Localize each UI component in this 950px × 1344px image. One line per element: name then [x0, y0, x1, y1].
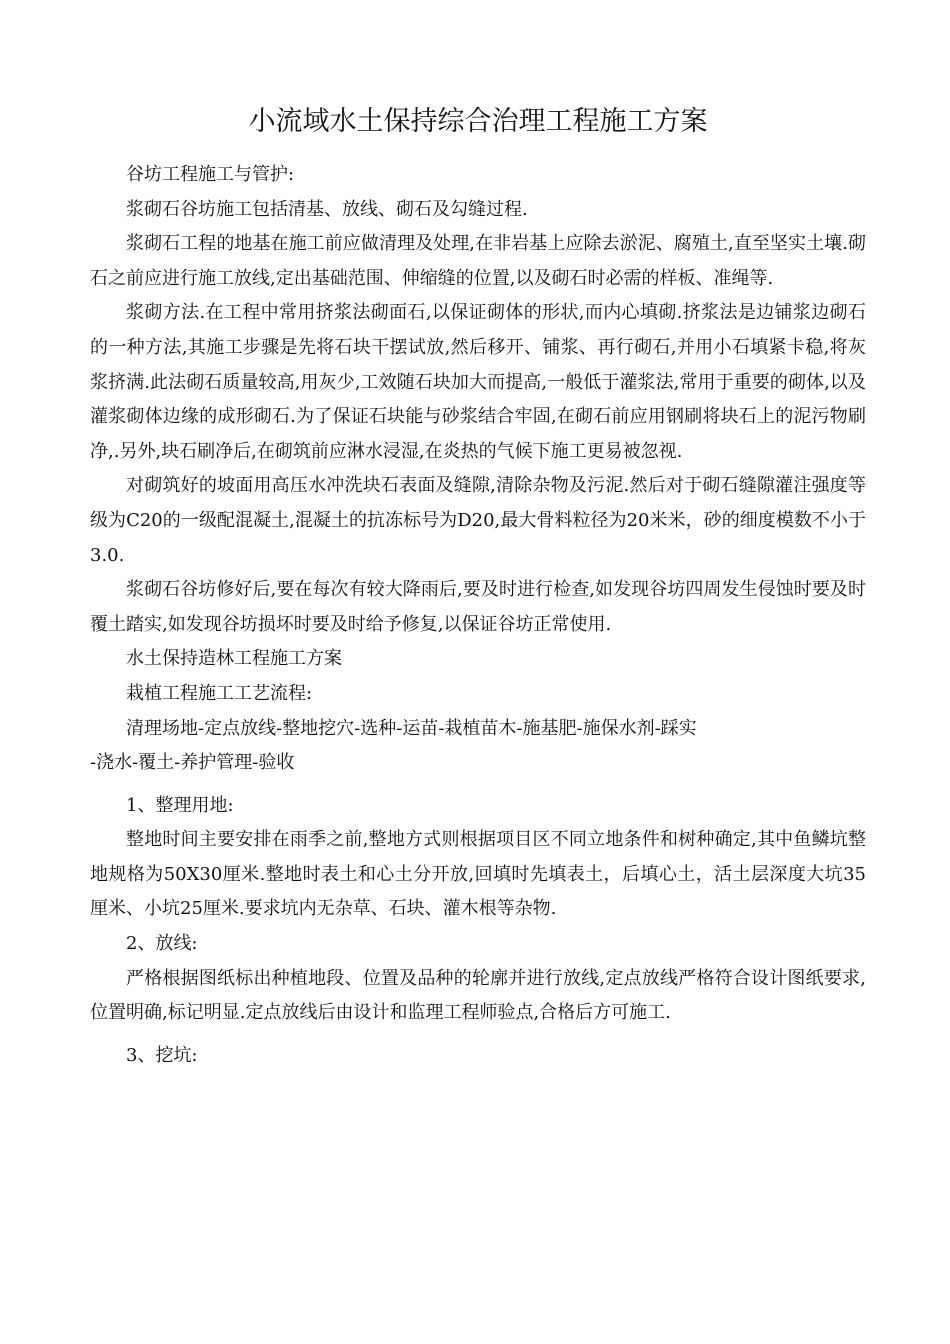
paragraph-planting-flow-1: 清理场地-定点放线-整地挖穴-选种-运苗-栽植苗木-施基肥-施保水剂-踩实	[126, 717, 697, 739]
paragraph-step-3-heading: 3、挖坑:	[126, 1044, 198, 1066]
paragraph-step-1-body: 整地时间主要安排在雨季之前,整地方式则根据项目区不同立地条件和树种确定,其中鱼鳞坑整地规格为50X30厘米.整地时表土和心土分开放,回填时先填表土，后填心土，活土层深度大坑35厘米、小坑25厘米.要求坑内无杂草、石块、灌木根等杂物.	[90, 829, 866, 920]
document-title: 小流域水土保持综合治理工程施工方案	[248, 106, 708, 137]
paragraph-gufang-heading: 谷坊工程施工与管护:	[126, 164, 295, 185]
paragraph-step-2-body: 严格根据图纸标出种植地段、位置及品种的轮廓并进行放线,定点放线严格符合设计图纸要求,位置明确,标记明显.定点放线后由设计和监理工程师验点,合格后方可施工.	[90, 967, 866, 1024]
paragraph-planting-flow-heading: 栽植工程施工工艺流程:	[126, 682, 313, 704]
paragraph-step-2-heading: 2、放线:	[126, 933, 198, 955]
paragraph-masonry-method: 浆砌方法.在工程中常用挤浆法砌面石,以保证砌体的形状,而内心填砌.挤浆法是边铺浆边砌石的一种方法,其施工步骤是先将石块干摆试放,然后移开、铺浆、再行砌石,并用小石填紧卡稳,将灰浆挤满.此法砌石质量较高,用灰少,工效随石块加大而提高,一般低于灌浆法,常用于重要的砌体,以及灌浆砌体边缘的成形砌石.为了保证石块能与砂浆结合牢固,在砌石前应用钢刷将块石上的泥污物刷净,.另外,块石刷净后,在砌筑前应淋水浸湿,在炎热的气候下施工更易被忽视.	[90, 302, 866, 462]
paragraph-foundation: 浆砌石工程的地基在施工前应做清理及处理,在非岩基上应除去淤泥、腐殖土,直至坚实土壤.砌石之前应进行施工放线,定出基础范围、伸缩缝的位置,以及砌石时必需的样板、准绳等.	[90, 233, 866, 289]
paragraph-gufang-process: 浆砌石谷坊施工包括清基、放线、砌石及勾缝过程.	[126, 198, 528, 220]
document-body	[90, 158, 866, 1073]
paragraph-maintenance: 浆砌石谷坊修好后,要在每次有较大降雨后,要及时进行检查,如发现谷坊四周发生侵蚀时要及时覆土踏实,如发现谷坊损坏时要及时给予修复,以保证谷坊正常使用.	[90, 579, 866, 635]
paragraph-afforestation-heading: 水土保持造林工程施工方案	[126, 648, 342, 670]
paragraph-step-1-heading: 1、整理用地:	[126, 794, 234, 816]
paragraph-grouting: 对砌筑好的坡面用高压水冲洗块石表面及缝隙,清除杂物及污泥.然后对于砌石缝隙灌注强度等级为C20的一级配混凝土,混凝土的抗冻标号为D20,最大骨料粒径为20米米，砂的细度模数不小于3.0.	[90, 475, 866, 566]
paragraph-planting-flow-2: -浇水-覆土-养护管理-验收	[90, 752, 295, 774]
